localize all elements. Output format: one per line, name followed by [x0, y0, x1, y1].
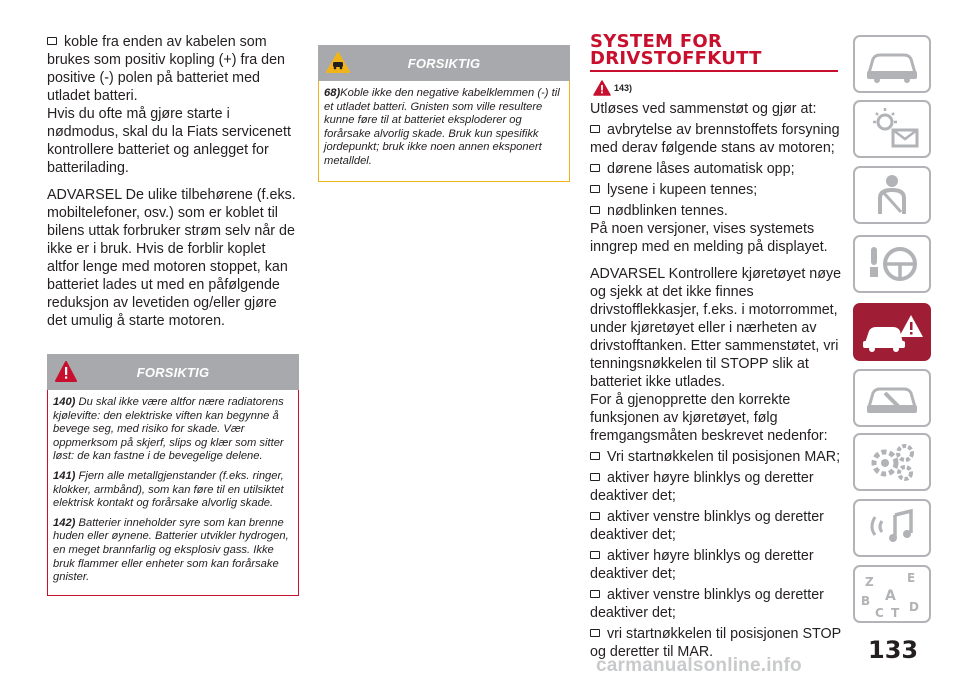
- step-item-text: aktiver høyre blinklys og deretter deaktiver det;: [590, 469, 814, 504]
- title-divider: [590, 70, 838, 72]
- watermark: carmanualsonline.info: [596, 655, 802, 676]
- list-item: [590, 202, 842, 220]
- car-icon: [855, 37, 929, 91]
- reference-number: 143): [614, 82, 633, 93]
- list-item-text: nødblinken tennes.: [607, 202, 728, 219]
- step-item-text: aktiver venstre blinklys og deretter deaktiver det;: [590, 508, 824, 543]
- warning-item-text: Fjern alle metallgjenstander (f.eks. ringer, klokker, armbånd), som kan føre til en utilsiktet elektrisk kontakt og forårsake alvorlig skade.: [53, 469, 284, 510]
- checkbox-bullet-icon: [590, 473, 600, 481]
- warning-title: FORSIKTIG: [136, 365, 210, 380]
- paragraph-emergency-start: Hvis du ofte må gjøre starte i nødmodus, skal du la Fiats servicenett kontrollere batteriet og anlegget for batterilading.: [47, 106, 291, 176]
- checkbox-bullet-icon: [590, 125, 600, 133]
- intro-bullet: [47, 33, 299, 105]
- checkbox-bullet-icon: [590, 551, 600, 559]
- step-item-text: Vri startnøkkelen til posisjonen MAR;: [607, 448, 841, 465]
- alphabet-index-icon: [855, 567, 929, 621]
- svg-text:C: C: [875, 606, 884, 620]
- list-item: [590, 160, 842, 178]
- tab-maintenance[interactable]: [853, 369, 931, 427]
- warning-item: [53, 396, 293, 464]
- checkbox-bullet-icon: [47, 37, 57, 45]
- list-item: [590, 121, 842, 157]
- reference-row: [590, 80, 842, 98]
- seatbelt-person-icon: [855, 168, 929, 222]
- warning-item-number: 140): [53, 396, 76, 408]
- svg-text:A: A: [885, 588, 896, 604]
- page-number: 133: [868, 636, 919, 664]
- tab-index[interactable]: [853, 565, 931, 623]
- checkbox-bullet-icon: [590, 629, 600, 637]
- tab-car-overview[interactable]: [853, 35, 931, 93]
- emergency-car-icon: [855, 305, 929, 359]
- svg-text:E: E: [907, 571, 916, 585]
- warning-box: [47, 390, 299, 596]
- step-item: [590, 586, 842, 622]
- checkbox-bullet-icon: [590, 452, 600, 460]
- list-item-text: dørene låses automatisk opp;: [607, 160, 795, 177]
- section-title-line2: DRIVSTOFFKUTT: [590, 48, 762, 69]
- tab-starting-driving[interactable]: [853, 235, 931, 293]
- tab-lights-messages[interactable]: [853, 100, 931, 158]
- caution-item: [324, 87, 564, 169]
- checkbox-bullet-icon: [590, 164, 600, 172]
- lead-text: Utløses ved sammenstøt og gjør at:: [590, 100, 817, 117]
- warning-item-number: 142): [53, 516, 76, 529]
- svg-text:Z: Z: [865, 575, 874, 589]
- paragraph-warning: ADVARSEL Kontrollere kjøretøyet nøye og sjekk at det ikke finnes drivstofflekkasjer, f.eks. i motorrommet, under kjøretøyet eller i nærheten av drivstofftanken. Etter sammenstøtet, vri tenningsnøkkelen til STOPP slik at batteriet ikke utlades.: [590, 265, 842, 390]
- svg-text:T: T: [891, 606, 900, 620]
- column-left: [47, 33, 299, 596]
- step-item: [590, 469, 842, 505]
- checkbox-bullet-icon: [590, 590, 600, 598]
- warning-item-number: 141): [53, 469, 76, 482]
- caution-title: FORSIKTIG: [407, 56, 481, 71]
- warning-item: [53, 517, 293, 585]
- paragraph-accessories-warning: ADVARSEL De ulike tilbehørene (f.eks. mobiltelefoner, osv.) som er koblet til bilens uttak forbruker strøm selv når de ikke er i bruk. Hvis de forblir koplet altfor lenge med motoren stoppet, kan batteriet lades ut med en påfølgende reduksjon av levetiden og/eller gjøre det umulig å starte motoren.: [47, 187, 296, 329]
- gears-icon: [855, 435, 929, 489]
- svg-text:B: B: [861, 594, 871, 608]
- svg-text:D: D: [909, 600, 919, 614]
- warning-item-text: Du skal ikke være altfor nære radiatorens kjølevifte: den elektriske viften kan begynne å bevege seg, med risiko for skade. Vær oppmerksom på skjerf, slips og klær som sitter løst: de kan fastne i de bevegelige delene.: [53, 396, 284, 463]
- caution-header: [318, 45, 570, 81]
- step-item-text: aktiver høyre blinklys og deretter deaktiver det;: [590, 547, 814, 582]
- caution-item-number: 68): [324, 87, 341, 99]
- warning-header: [47, 354, 299, 390]
- tab-safety[interactable]: [853, 166, 931, 224]
- warning-item-text: Batterier inneholder syre som kan brenne huden eller øynene. Batterier utvikler hydrogen, en meget brannfarlig og eksplosiv gass. Ikke bruk flammer eller enheter som kan forårsake gnister.: [53, 516, 289, 584]
- tab-in-emergency[interactable]: [853, 303, 931, 361]
- step-item-text: vri startnøkkelen til posisjonen STOP og deretter til MAR.: [590, 625, 841, 660]
- steering-wheel-icon: [855, 237, 929, 291]
- caution-box: [318, 81, 570, 182]
- dashboard-light-icon: [855, 102, 929, 156]
- tab-technical-data[interactable]: [853, 433, 931, 491]
- column-right: [590, 33, 842, 661]
- warning-triangle-icon: [593, 80, 611, 96]
- step-item: [590, 547, 842, 583]
- tab-multimedia[interactable]: [853, 499, 931, 557]
- multimedia-icon: [855, 501, 929, 555]
- checkbox-bullet-icon: [590, 185, 600, 193]
- section-title: [590, 33, 842, 67]
- intro-bullet-text: koble fra enden av kabelen som brukes som positiv kopling (+) fra den positive (-) polen på batteriet med utladet batteri.: [47, 34, 285, 104]
- car-wrench-icon: [855, 371, 929, 425]
- column-middle: [318, 45, 570, 182]
- caution-item-text: Koble ikke den negative kabelklemmen (-) til et utladet batteri. Gnisten som ville resultere kunne føre til at batteriet eksploderer og forårsake alvorlig skade. Bruk kun spesifikk jordepunkt; bruk ikke noen annen eksponert metalldel.: [324, 87, 560, 167]
- list-item: [590, 181, 842, 199]
- step-item: [590, 508, 842, 544]
- paragraph-versions: På noen versjoner, vises systemets inngrep med en melding på displayet.: [590, 220, 828, 255]
- list-item-text: avbrytelse av brennstoffets forsyning med derav følgende stans av motoren;: [590, 121, 840, 156]
- paragraph-restore: For å gjenopprette den korrekte funksjonen av kjøretøyet, følg fremgangsmåten beskrevet nedenfor:: [590, 391, 828, 444]
- section-title-line1: SYSTEM FOR: [590, 31, 723, 52]
- step-item: [590, 448, 842, 466]
- checkbox-bullet-icon: [590, 512, 600, 520]
- list-item-text: lysene i kupeen tennes;: [607, 181, 758, 198]
- step-item-text: aktiver venstre blinklys og deretter deaktiver det;: [590, 586, 824, 621]
- warning-item: [53, 470, 293, 511]
- checkbox-bullet-icon: [590, 206, 600, 214]
